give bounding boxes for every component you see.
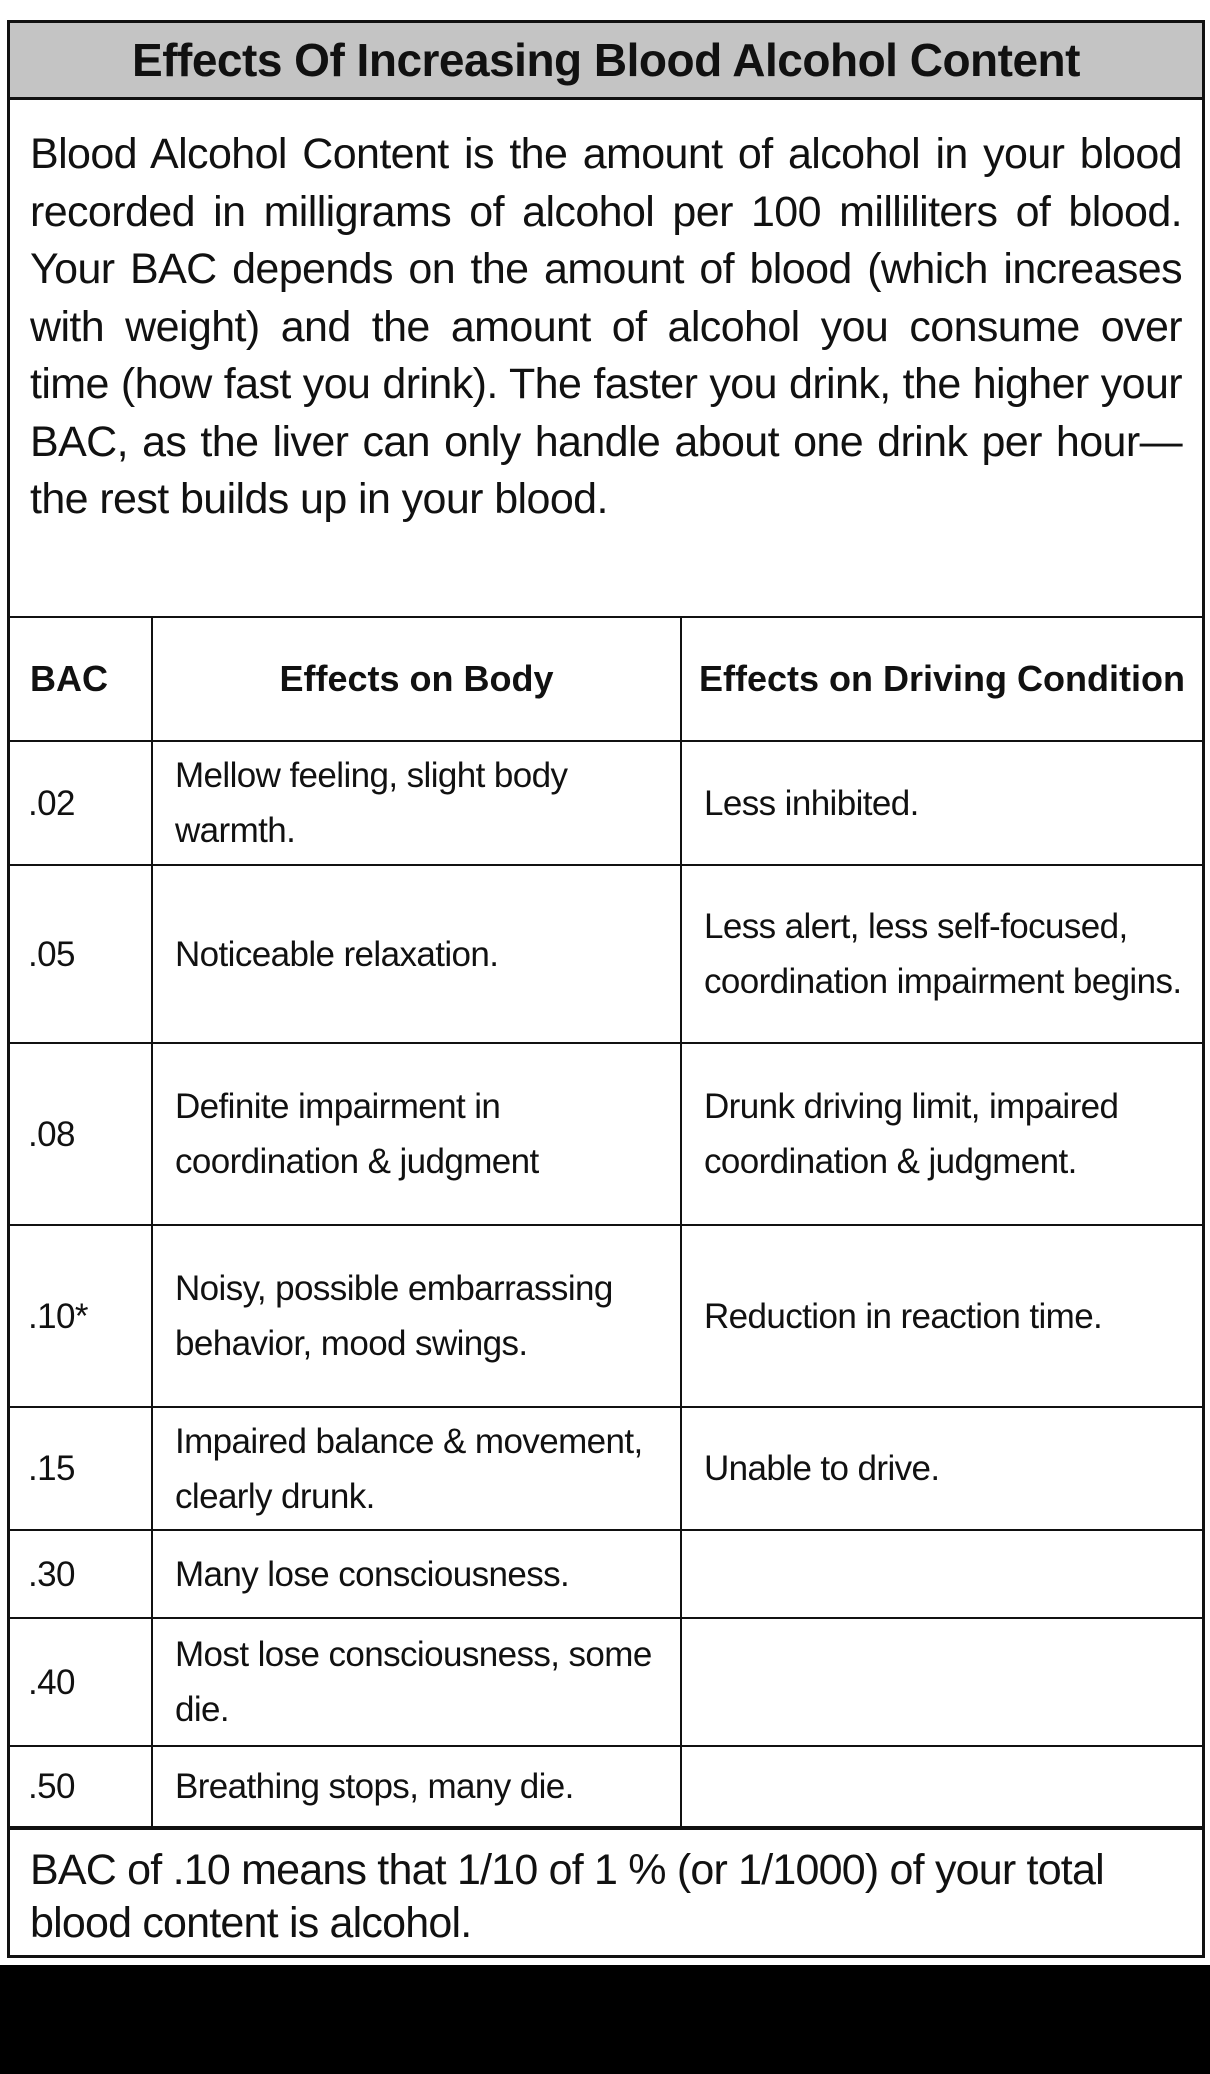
body-effect: Many lose consciousness. xyxy=(152,1530,681,1618)
driving-effect xyxy=(681,1746,1202,1827)
driving-effect: Less inhibited. xyxy=(681,741,1202,865)
table-row xyxy=(10,1407,1202,1530)
bac-value: .50 xyxy=(10,1746,152,1827)
table-header-row xyxy=(10,617,1202,741)
driving-effect: Unable to drive. xyxy=(681,1407,1202,1530)
table-row xyxy=(10,865,1202,1043)
bac-effects-table xyxy=(10,616,1202,1828)
body-effect: Noticeable relaxation. xyxy=(152,865,681,1043)
header-effects-on-body: Effects on Body xyxy=(152,617,681,741)
driving-effect: Reduction in reaction time. xyxy=(681,1225,1202,1407)
table-row xyxy=(10,741,1202,865)
body-effect: Noisy, possible embarrassing behavior, mood swings. xyxy=(152,1225,681,1407)
driving-effect: Drunk driving limit, impaired coordination & judgment. xyxy=(681,1043,1202,1225)
bac-value: .02 xyxy=(10,741,152,865)
bac-value: .10* xyxy=(10,1225,152,1407)
driving-effect xyxy=(681,1618,1202,1746)
header-bac: BAC xyxy=(10,617,152,741)
bac-value: .40 xyxy=(10,1618,152,1746)
table-row xyxy=(10,1746,1202,1827)
body-effect: Most lose consciousness, some die. xyxy=(152,1618,681,1746)
body-effect: Mellow feeling, slight body warmth. xyxy=(152,741,681,865)
intro-paragraph: Blood Alcohol Content is the amount of alcohol in your blood recorded in milligrams of alcohol per 100 milliliters of blood. Your BAC depends on the amount of blood (which increases with weight) and the amount of alcohol you consume over time (how fast you drink). The faster you drink, the higher your BAC, as the liver can only handle about one drink per hour—the rest builds up in your blood. xyxy=(30,130,1182,523)
bac-value: .08 xyxy=(10,1043,152,1225)
body-effect: Impaired balance & movement, clearly drunk. xyxy=(152,1407,681,1530)
bac-effects-document xyxy=(7,20,1205,1958)
bottom-black-bar xyxy=(0,1965,1210,2074)
driving-effect: Less alert, less self-focused, coordination impairment begins. xyxy=(681,865,1202,1043)
body-effect: Breathing stops, many die. xyxy=(152,1746,681,1827)
document-title: Effects Of Increasing Blood Alcohol Content xyxy=(10,23,1202,100)
bac-value: .05 xyxy=(10,865,152,1043)
table-row xyxy=(10,1225,1202,1407)
driving-effect xyxy=(681,1530,1202,1618)
table-row xyxy=(10,1043,1202,1225)
table-row xyxy=(10,1618,1202,1746)
bac-value: .15 xyxy=(10,1407,152,1530)
header-effects-on-driving: Effects on Driving Condition xyxy=(681,617,1202,741)
body-effect: Definite impairment in coordination & judgment xyxy=(152,1043,681,1225)
bac-value: .30 xyxy=(10,1530,152,1618)
table-row xyxy=(10,1530,1202,1618)
footer-note: BAC of .10 means that 1/10 of 1 % (or 1/1000) of your total blood content is alcohol. xyxy=(10,1828,1202,1955)
